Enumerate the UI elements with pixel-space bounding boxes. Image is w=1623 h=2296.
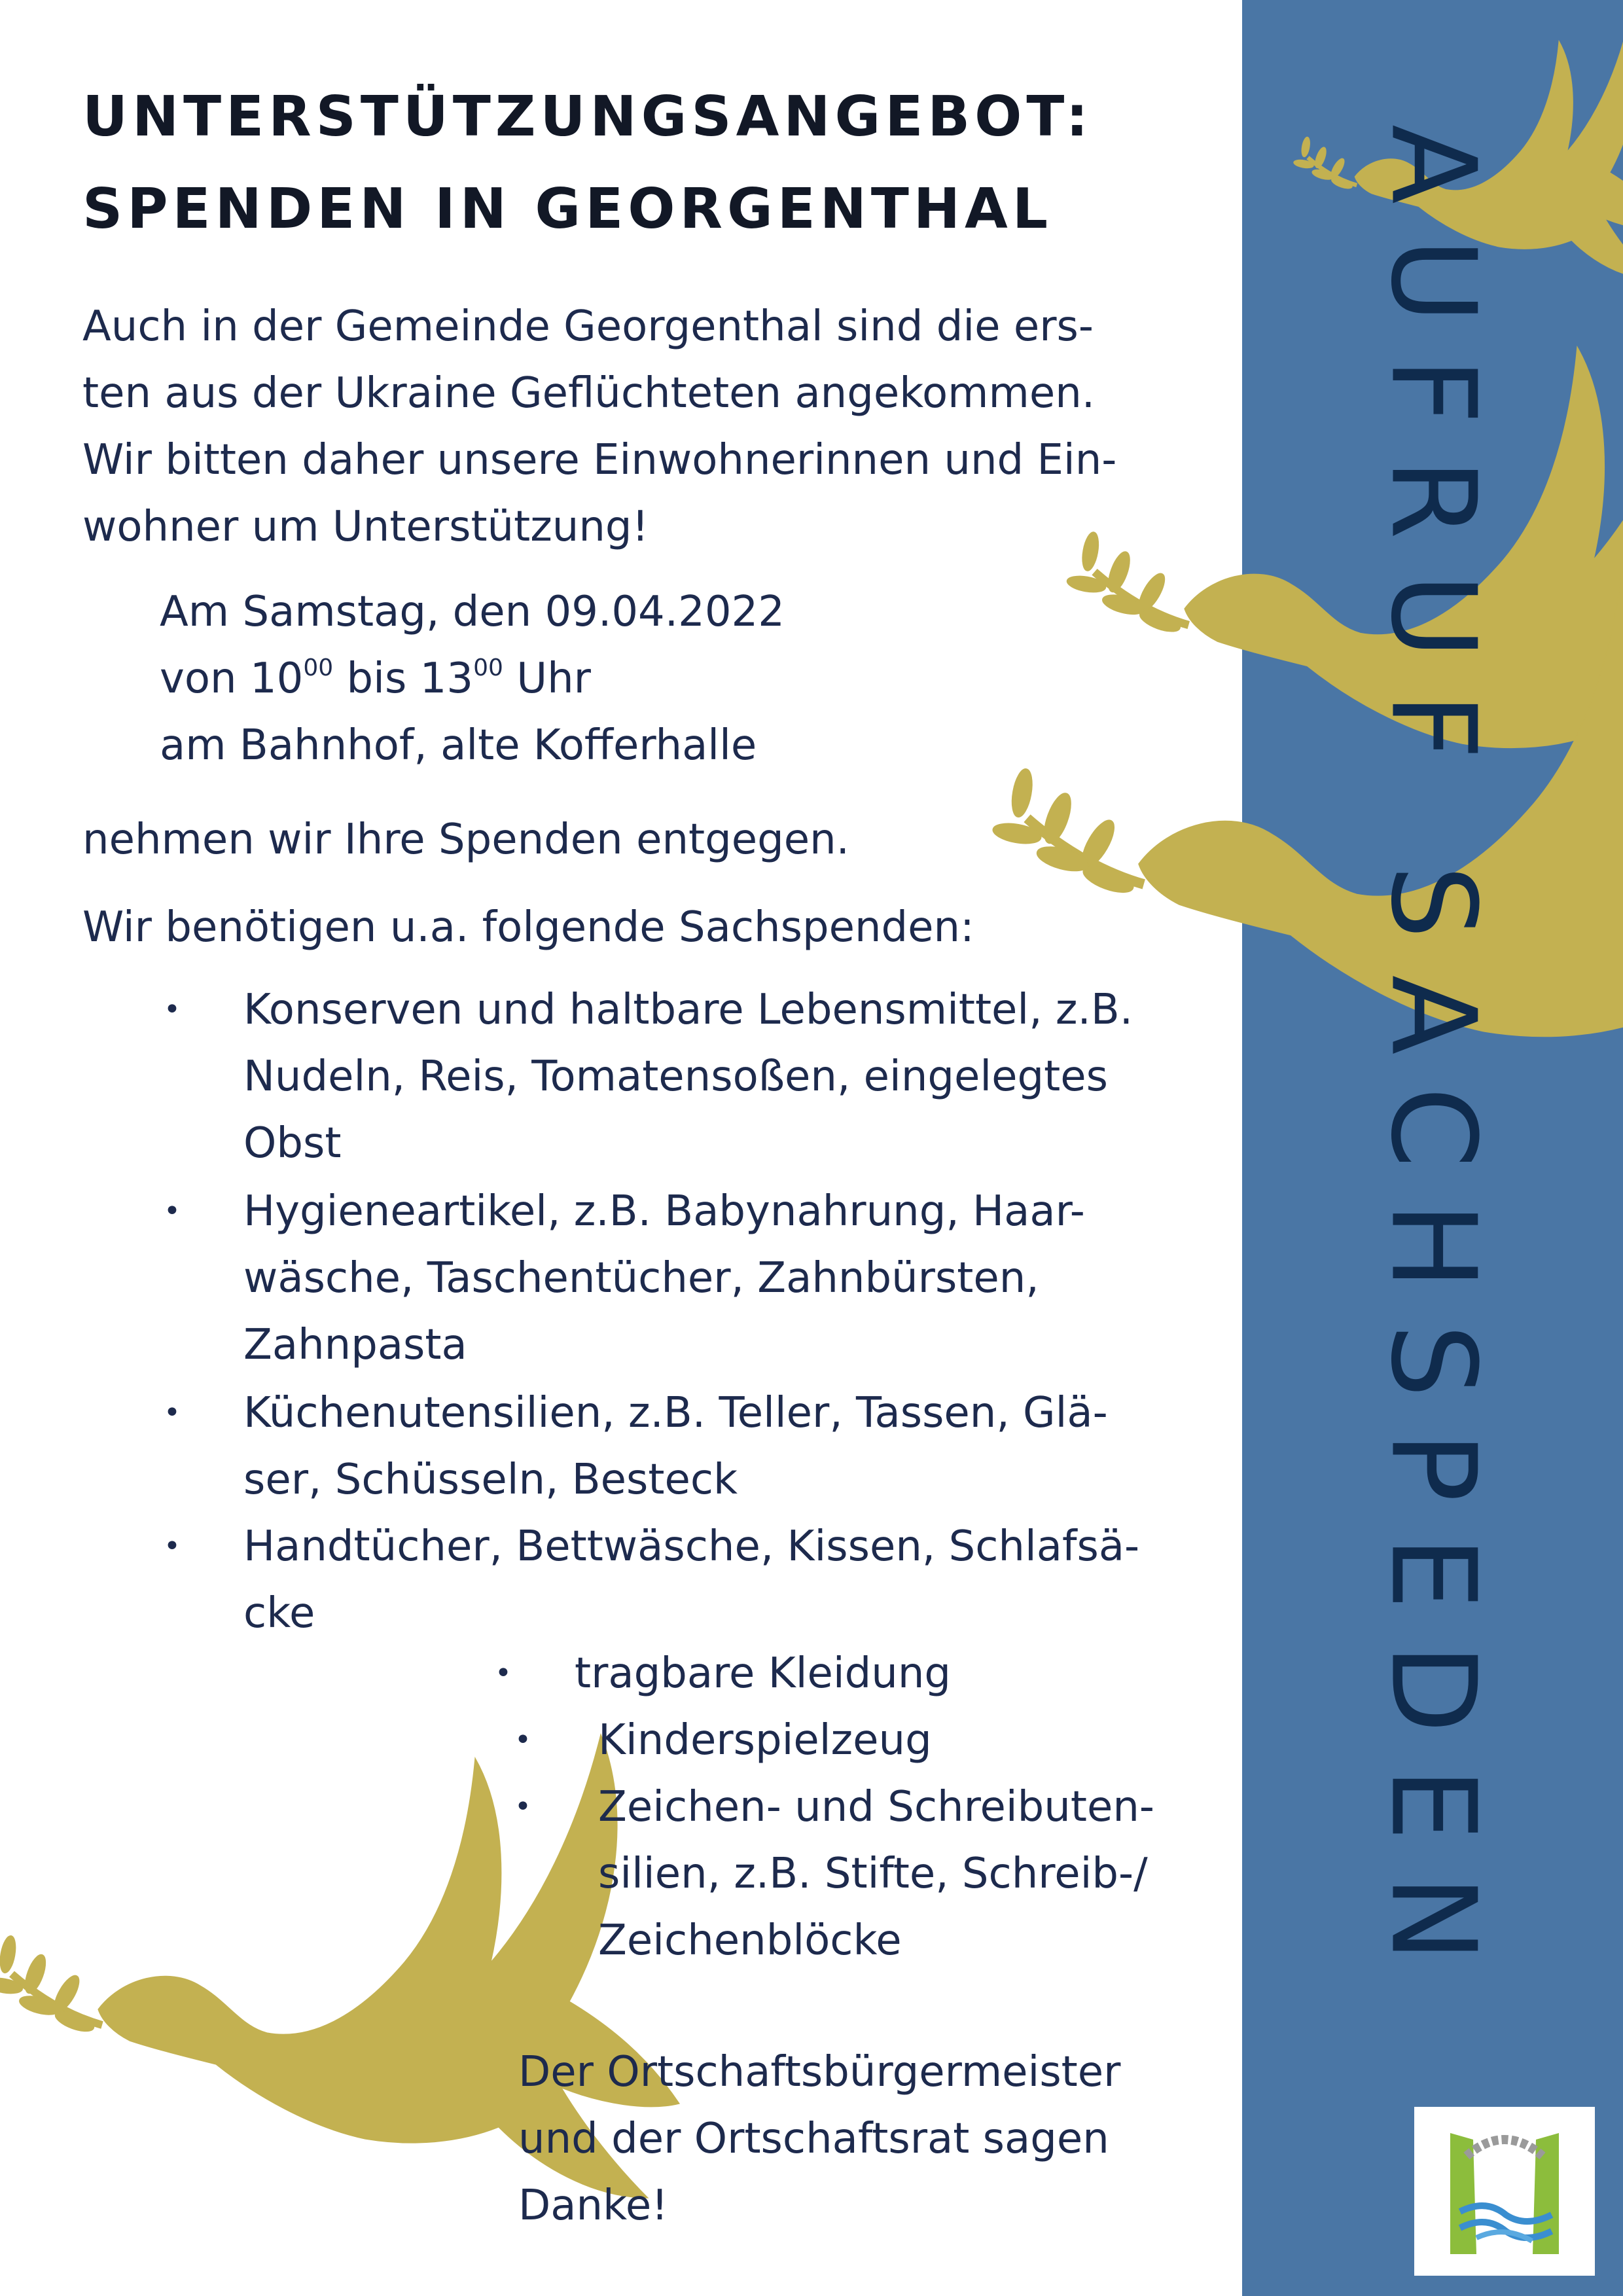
list-item bbox=[164, 1178, 1139, 1378]
donation-list-continued-2 bbox=[514, 1707, 1154, 1974]
closing-line: und der Ortschaftsrat sagen bbox=[518, 2115, 1109, 2163]
bullet-icon: • bbox=[164, 1530, 181, 1563]
list-item bbox=[164, 1513, 1140, 1647]
bullet-icon: • bbox=[164, 993, 181, 1026]
list-item bbox=[514, 1774, 1154, 1974]
list-item-line: Küchenutensilien, z.B. Teller, Tassen, Glä- bbox=[243, 1389, 1108, 1437]
intro-line: Auch in der Gemeinde Georgenthal sind die ers- bbox=[82, 302, 1094, 351]
event-location: am Bahnhof, alte Kofferhalle bbox=[160, 721, 757, 770]
accept-text: nehmen wir Ihre Spenden entgegen. bbox=[82, 816, 849, 864]
event-time bbox=[160, 645, 785, 712]
closing-line: Danke! bbox=[518, 2181, 668, 2230]
intro-line: ten aus der Ukraine Geflüchteten angekommen. bbox=[82, 369, 1096, 418]
time-end-minutes: 00 bbox=[473, 655, 503, 681]
list-item-line: ser, Schüsseln, Besteck bbox=[243, 1456, 738, 1504]
closing-text bbox=[518, 2039, 1120, 2239]
needs-heading: Wir benötigen u.a. folgende Sachspenden: bbox=[82, 903, 974, 952]
list-item-line: Zeichen- und Schreibuten- bbox=[598, 1783, 1154, 1831]
side-title-vertical: AUFRUF SACHSPEDEN bbox=[1365, 124, 1501, 1996]
intro-paragraph bbox=[82, 293, 1116, 560]
page-title bbox=[82, 71, 1234, 255]
list-item-line: tragbare Kleidung bbox=[575, 1649, 951, 1698]
list-item-line: Hygieneartikel, z.B. Babynahrung, Haar- bbox=[243, 1187, 1085, 1236]
list-item-line: Konserven und haltbare Lebensmittel, z.B. bbox=[243, 986, 1133, 1034]
list-item-line: Kinderspielzeug bbox=[598, 1716, 932, 1765]
list-item bbox=[514, 1707, 1154, 1774]
list-item-line: Zahnpasta bbox=[243, 1321, 467, 1369]
bullet-icon: • bbox=[164, 1396, 181, 1429]
title-line-2: SPENDEN IN GEORGENTHAL bbox=[82, 177, 1053, 242]
time-start-minutes: 00 bbox=[303, 655, 334, 681]
list-item-line: wäsche, Taschentücher, Zahnbürsten, bbox=[243, 1254, 1039, 1302]
time-suffix: Uhr bbox=[503, 655, 591, 703]
bullet-icon: • bbox=[495, 1657, 512, 1690]
intro-line: wohner um Unterstützung! bbox=[82, 503, 649, 551]
municipality-logo bbox=[1414, 2107, 1595, 2276]
bullet-icon: • bbox=[514, 1723, 531, 1757]
donation-list bbox=[164, 977, 1140, 1647]
list-item-line: Zeichenblöcke bbox=[598, 1916, 902, 1965]
title-line-1: UNTERSTÜTZUNGSANGEBOT: bbox=[82, 84, 1093, 149]
event-details bbox=[160, 579, 785, 779]
event-date: Am Samstag, den 09.04.2022 bbox=[160, 588, 785, 636]
time-prefix: von 10 bbox=[160, 655, 304, 703]
bullet-icon: • bbox=[514, 1790, 531, 1823]
list-item-line: cke bbox=[243, 1589, 315, 1638]
time-middle: bis 13 bbox=[333, 655, 474, 703]
list-item-line: Handtücher, Bettwäsche, Kissen, Schlafsä- bbox=[243, 1522, 1140, 1571]
intro-line: Wir bitten daher unsere Einwohnerinnen und Ein- bbox=[82, 436, 1117, 484]
bullet-icon: • bbox=[164, 1194, 181, 1228]
list-item bbox=[495, 1640, 951, 1707]
list-item-line: Obst bbox=[243, 1119, 342, 1168]
dove-icon-middle-upper bbox=[1066, 323, 1623, 806]
donation-list-continued bbox=[495, 1640, 951, 1707]
list-item bbox=[164, 1380, 1139, 1513]
list-item-line: silien, z.B. Stifte, Schreib-/ bbox=[598, 1850, 1148, 1898]
list-item-line: Nudeln, Reis, Tomatensoßen, eingelegtes bbox=[243, 1052, 1108, 1101]
closing-line: Der Ortschaftsbürgermeister bbox=[518, 2048, 1121, 2096]
list-item bbox=[164, 977, 1139, 1177]
